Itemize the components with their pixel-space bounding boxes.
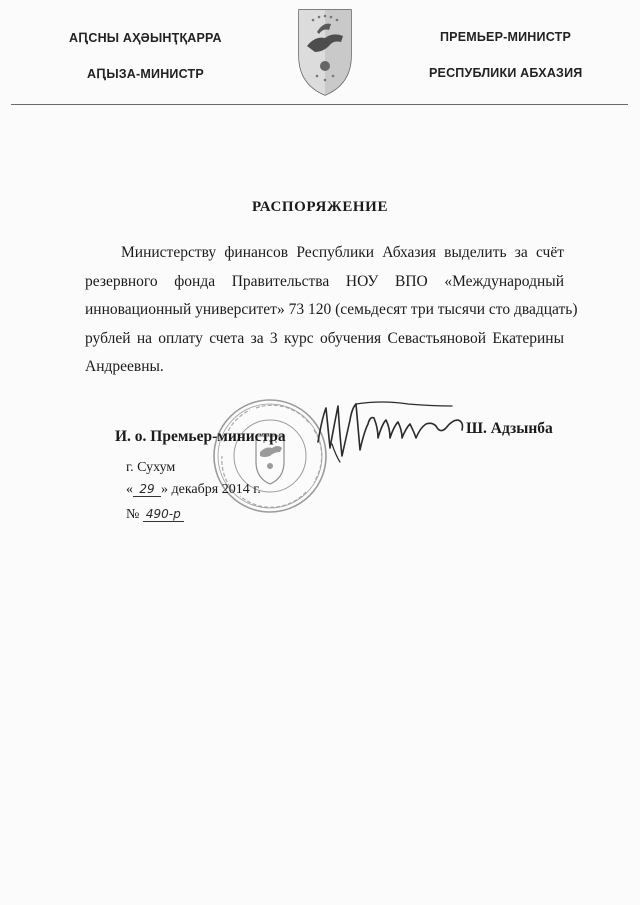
letterhead-abkhaz-line2: АԤЫЗА-МИНИСТР [87,67,204,81]
date-day-handwritten: 29 [133,483,161,497]
body-line: рублей на оплату счета за 3 курс обучения Севастьяновой Екатерины [85,329,564,347]
number-label: № [126,507,140,522]
letterhead-abkhaz-line1: АԤСНЫ АҲӘЫНҬҚАРРА [69,31,222,45]
body-line: Андреевны. [85,358,164,376]
body-line: Министерству финансов Республики Абхазия выделить за счёт [121,244,564,261]
place-of-issue: г. Сухум [126,460,176,475]
signatory-title: И. о. Премьер-министра [115,428,286,445]
handwritten-signature-icon [312,398,472,468]
header-rule [11,104,628,105]
body-line: инновационный университет» 73 120 (семьдесят три тысячи сто двадцать) [85,301,578,319]
number-handwritten: 490-р [143,508,184,522]
letterhead-russian-line1: ПРЕМЬЕР-МИНИСТР [440,30,571,44]
document-title: РАСПОРЯЖЕНИЕ [251,199,389,215]
coat-of-arms-icon [295,6,355,98]
date-quote-open: « [126,482,133,497]
body-line: резервного фонда Правительства НОУ ВПО «Международный [85,272,564,290]
document-number [126,507,184,523]
order-body [85,239,578,382]
issue-date [126,482,261,498]
letterhead-russian-line2: РЕСПУБЛИКИ АБХАЗИЯ [429,66,583,80]
date-month-year: » декабря 2014 г. [161,482,261,497]
signatory-name: Ш. Адзынба [466,420,553,437]
